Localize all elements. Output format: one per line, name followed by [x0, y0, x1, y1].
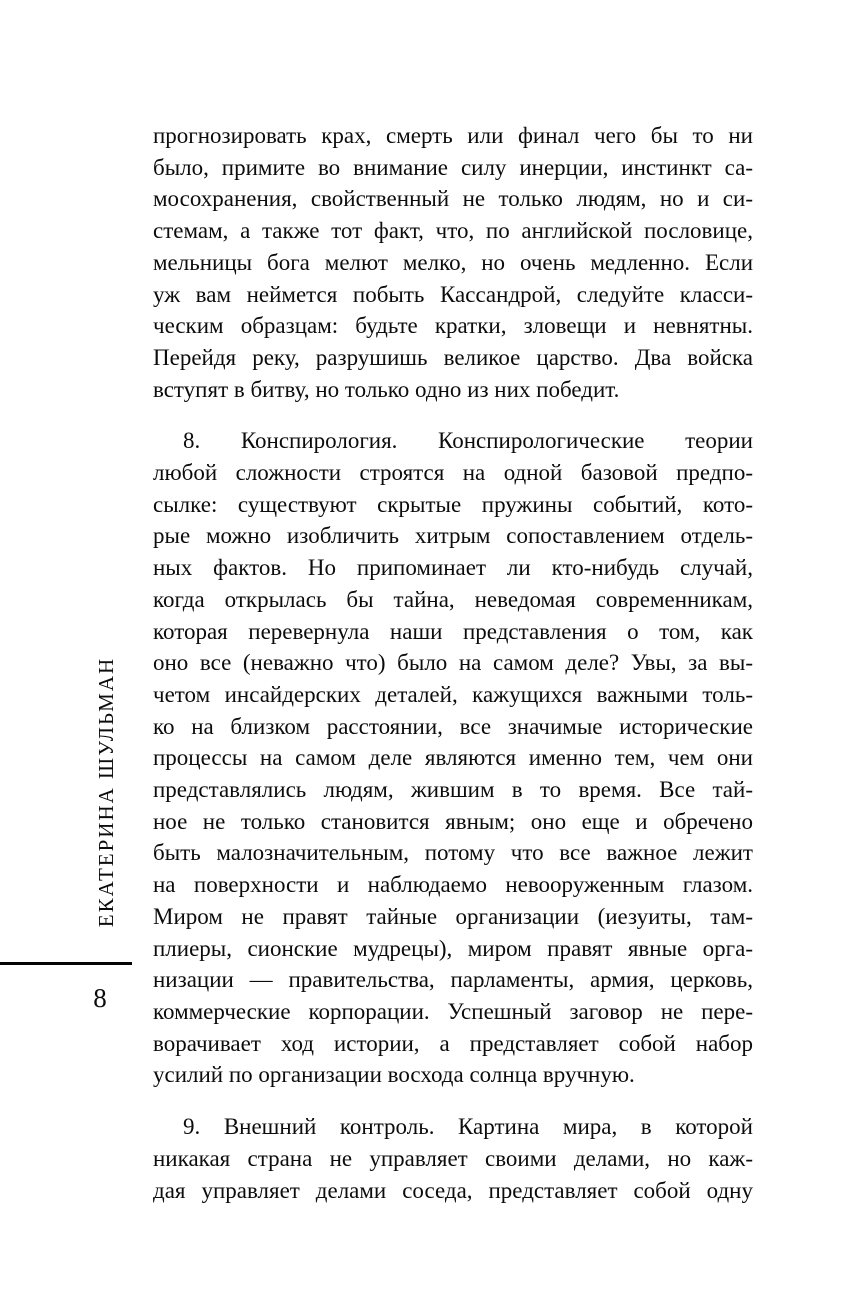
text-line: коммерческие корпорации. Успешный заговор не пере- — [153, 998, 753, 1024]
main-text-block — [153, 120, 753, 1206]
text-line: мельницы бога мелют мелко, но очень медленно. Если — [153, 249, 753, 275]
text-line: ческим образцам: будьте кратки, зловещи и невнятны. — [153, 313, 753, 339]
page-number: 8 — [93, 983, 107, 1013]
text-line: низации — правительства, парламенты, армия, церковь, — [153, 967, 753, 993]
text-line: дая управляет делами соседа, представляет собой одну — [153, 1177, 753, 1203]
text-line: быть малозначительным, потому что все важное лежит — [153, 840, 753, 866]
text-line: любой сложности строятся на одной базовой предпо- — [153, 460, 753, 486]
text-line: мосохранения, свойственный не только людям, но и си- — [153, 186, 753, 212]
footer-rule — [0, 962, 132, 965]
text-line: стемам, а также тот факт, что, по английской пословице, — [153, 218, 753, 244]
paragraph — [153, 120, 753, 405]
text-line: вступят в битву, но только одно из них победит. — [153, 376, 620, 402]
text-line: уж вам неймется побыть Кассандрой, следуйте класси- — [153, 281, 753, 307]
text-line: ворачивает ход истории, а представляет собой набор — [153, 1030, 753, 1056]
text-line: сылке: существуют скрытые пружины событий, кото- — [153, 491, 753, 517]
text-line: Перейдя реку, разрушишь великое царство. Два войска — [153, 344, 753, 370]
text-line: ное не только становится явным; оно еще и обречено — [153, 808, 753, 834]
text-line: представлялись людям, жившим в то время. Все тай- — [153, 777, 753, 803]
text-line: на поверхности и наблюдаемо невооруженным глазом. — [153, 872, 753, 898]
text-line: 9. Внешний контроль. Картина мира, в которой — [183, 1114, 753, 1140]
text-line: когда открылась бы тайна, неведомая современникам, — [153, 586, 753, 612]
text-line: которая перевернула наши представления о том, как — [153, 618, 753, 644]
text-line: никакая страна не управляет своими делами, но каж- — [153, 1145, 753, 1171]
author-spine-text: ЕКАТЕРИНА ШУЛЬМАН — [94, 656, 118, 928]
text-line: четом инсайдерских деталей, кажущихся важными толь- — [153, 681, 753, 707]
text-line: рые можно изобличить хитрым сопоставлением отдель- — [153, 523, 753, 549]
text-line: прогнозировать крах, смерть или финал чего бы то ни — [153, 123, 753, 148]
text-line: 8. Конспирология. Конспирологические теории — [183, 428, 753, 454]
paragraph — [153, 1111, 753, 1206]
text-line: ных фактов. Но припоминает ли кто-нибудь случай, — [153, 555, 753, 581]
text-line: усилий по организации восхода солнца вручную. — [153, 1062, 635, 1088]
text-line: Миром не правят тайные организации (иезуиты, там- — [153, 903, 753, 929]
text-line: процессы на самом деле являются именно тем, чем они — [153, 745, 753, 771]
text-line: ко на близком расстоянии, все значимые исторические — [153, 713, 753, 739]
paragraph — [153, 425, 753, 1091]
text-line: плиеры, сионские мудрецы), миром правят явные орга- — [153, 935, 753, 961]
text-line: было, примите во внимание силу инерции, инстинкт са- — [153, 154, 753, 180]
text-line: оно все (неважно что) было на самом деле? Увы, за вы- — [153, 650, 753, 676]
